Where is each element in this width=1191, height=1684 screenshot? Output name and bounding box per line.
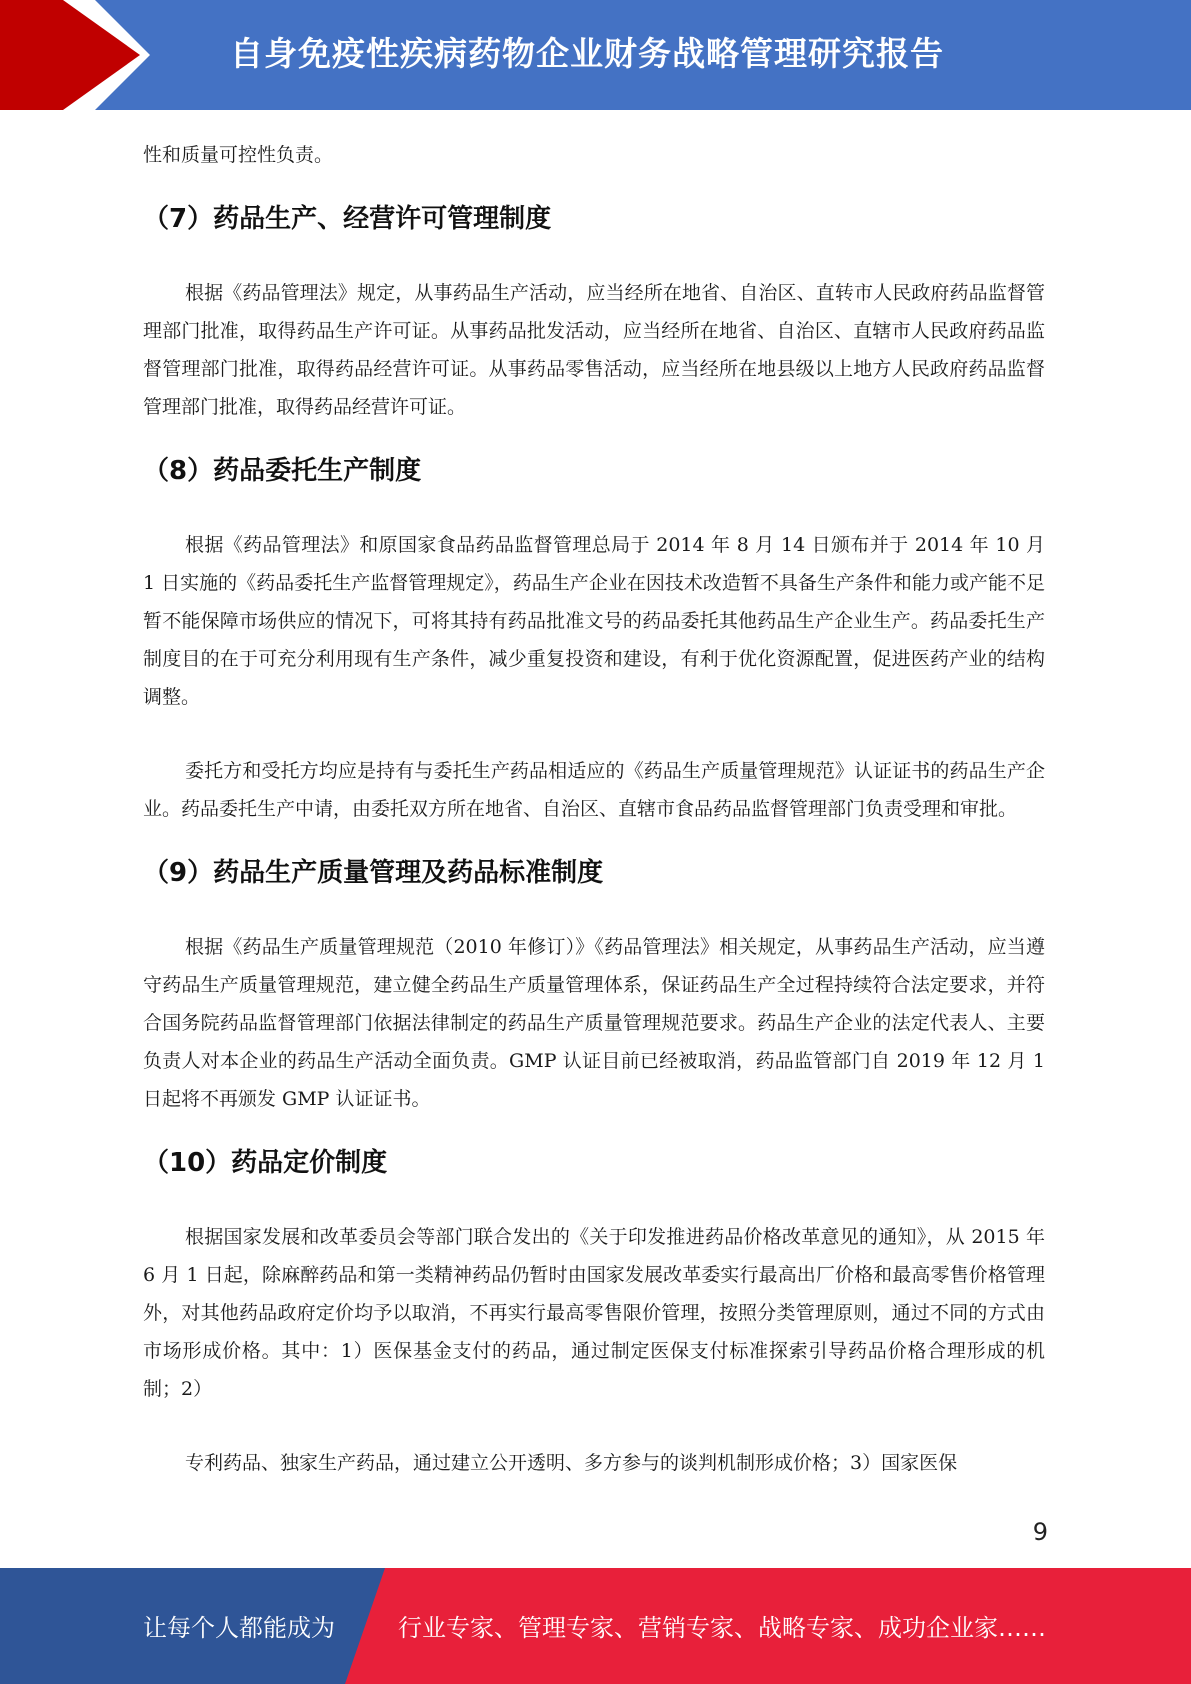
footer-slogan-right: 行业专家、管理专家、营销专家、战略专家、成功企业家…… <box>398 1614 1046 1642</box>
paragraph-10-1: 根据国家发展和改革委员会等部门联合发出的《关于印发推进药品价格改革意见的通知》，从 2015 年 6 月 1 日起，除麻醉药品和第一类精神药品仍暂时由国家发展改革委实行最高出厂价格和最高零售价格管理外，对其他药品政府定价均予以取消，不再实行最高零售限价管理，按照分类管理原则，通过不同的方式由市场形成价格。其中：1）医保基金支付的药品，通过制定医保支付标准探索引导药品价格合理形成的机制；2） <box>143 1226 1045 1400</box>
paragraph-8-1: 根据《药品管理法》和原国家食品药品监督管理总局于 2014 年 8 月 14 日颁布并于 2014 年 10 月 1 日实施的《药品委托生产监督管理规定》，药品生产企业在因技术改造暂不具备生产条件和能力或产能不足暂不能保障市场供应的情况下，可将其持有药品批准文号的药品委托其他药品生产企业生产。药品委托生产制度目的在于可充分利用现有生产条件，减少重复投资和建设，有利于优化资源配置，促进医药产业的结构调整。 <box>143 534 1045 708</box>
paragraph-8-2: 委托方和受托方均应是持有与委托生产药品相适应的《药品生产质量管理规范》认证证书的药品生产企业。药品委托生产中请，由委托双方所在地省、自治区、直辖市食品药品监督管理部门负责受理和审批。 <box>143 760 1045 820</box>
section-heading-10: （10）药品定价制度 <box>143 1148 388 1178</box>
section-heading-9: （9）药品生产质量管理及药品标准制度 <box>143 858 604 888</box>
page-content <box>143 136 1045 1482</box>
paragraph-10-2: 专利药品、独家生产药品，通过建立公开透明、多方参与的谈判机制形成价格；3）国家医保 <box>185 1452 958 1474</box>
section-heading-8: （8）药品委托生产制度 <box>143 456 422 486</box>
paragraph-continuation: 性和质量可控性负责。 <box>143 144 334 166</box>
paragraph-9-1: 根据《药品生产质量管理规范（2010 年修订）》《药品管理法》相关规定，从事药品生产活动，应当遵守药品生产质量管理规范，建立健全药品生产质量管理体系，保证药品生产全过程持续符合法定要求，并符合国务院药品监督管理部门依据法律制定的药品生产质量管理规范要求。药品生产企业的法定代表人、主要负责人对本企业的药品生产活动全面负责。GMP 认证目前已经被取消，药品监管部门自 2019 年 12 月 1 日起将不再颁发 GMP 认证证书。 <box>143 936 1045 1110</box>
page-number: 9 <box>1032 1518 1048 1546</box>
document-title: 自身免疫性疾病药物企业财务战略管理研究报告 <box>230 34 944 73</box>
section-heading-7: （7）药品生产、经营许可管理制度 <box>143 204 552 234</box>
paragraph-7-1: 根据《药品管理法》规定，从事药品生产活动，应当经所在地省、自治区、直转市人民政府药品监督管理部门批准，取得药品生产许可证。从事药品批发活动，应当经所在地省、自治区、直辖市人民政府药品监督管理部门批准，取得药品经营许可证。从事药品零售活动，应当经所在地县级以上地方人民政府药品监督管理部门批准，取得药品经营许可证。 <box>143 282 1045 418</box>
footer-slogan-left: 让每个人都能成为 <box>143 1614 335 1642</box>
page-footer <box>0 1568 1191 1684</box>
page-header <box>0 0 1191 110</box>
